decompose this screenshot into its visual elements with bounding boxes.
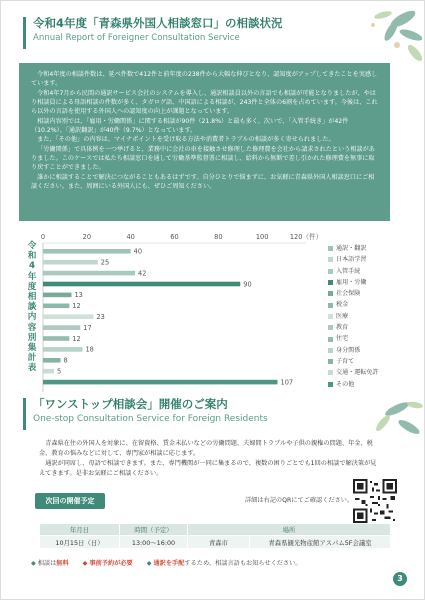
x-tick-label: 0 — [40, 233, 46, 241]
header-accent-bar — [23, 17, 26, 49]
bar-value-label: 23 — [96, 313, 105, 321]
legend-item — [328, 266, 379, 277]
legend-item — [328, 288, 379, 299]
schedule-header-place: 場所 — [188, 524, 391, 536]
schedule-table — [39, 523, 391, 549]
schedule-header-row — [40, 524, 391, 536]
x-tick-label: 60 — [170, 233, 179, 241]
legend-label: 身分関係 — [336, 346, 361, 354]
note-interpreter: ◆ 通訳を手配するため、相談言語もお知らせください。 — [146, 560, 302, 567]
report-paragraph: 令和4年度の相談件数は、延べ件数で412件と前年度の238件から大幅な伸びとなり、認知度がアップしてきたことを実感しています。 — [31, 71, 378, 88]
legend-item — [328, 299, 379, 310]
bar-0 — [43, 249, 131, 254]
legend-swatch — [328, 246, 333, 251]
legend-label: 税金 — [336, 301, 349, 309]
legend-item — [328, 379, 379, 390]
page-number: 3 — [393, 572, 407, 586]
legend-label: 通訳・翻訳 — [336, 245, 367, 252]
bar-6 — [43, 314, 93, 319]
bar-9 — [43, 347, 82, 352]
bar-value-label: 40 — [133, 247, 143, 256]
note-free: ◆ 相談は無料 — [31, 560, 69, 567]
leaf-decoration-icon — [353, 5, 423, 69]
bar-7 — [43, 325, 80, 330]
bar-4 — [43, 293, 71, 298]
bar-value-label: 25 — [100, 258, 110, 267]
report-paragraph: また、「その他」の内容は、マイナポイントを受け取る方法や消費者トラブルの相談が多く寄せられました。 — [37, 136, 335, 144]
legend-item — [328, 322, 379, 333]
section2-subtitle: One-stop Consultation Service for Foreign Residents — [33, 414, 268, 424]
leaf-decoration-icon — [357, 393, 423, 445]
legend-item — [328, 311, 379, 322]
bar-value-label: 12 — [72, 302, 81, 311]
legend-label: その他 — [336, 380, 355, 388]
legend-swatch — [328, 291, 333, 296]
intro-paragraph: 青森県在住の外国人を対象に、在留資格、賃金未払いなどの労働問題、夫婦間トラブルや子供の親権の問題、年金、税金、教育の悩みなどに対して、専門家が相談に応じます。 — [39, 440, 373, 457]
legend-item — [328, 345, 379, 356]
chart-title-char: 年 — [27, 271, 37, 282]
report-summary — [19, 63, 390, 221]
bar-value-label: 17 — [83, 323, 92, 332]
legend-swatch — [328, 314, 333, 319]
legend-label: 住宅 — [336, 335, 349, 343]
consultation-notes — [31, 558, 302, 567]
legend-item — [328, 356, 379, 367]
schedule-time: 13:00～16:00 — [120, 536, 188, 549]
chart-title-char: 別 — [27, 332, 37, 343]
report-paragraph: 「労働関係」で具体例を一つ挙げると、業務中に会社の車を接触させ修理した修理費を会社から請求されたという相談がありました。このケースでは私たち相談窓口を通して労働基準監督署に相談し、給料から無断で差し引かれた修理費を無事に取り戻すことができました。 — [31, 145, 375, 172]
chart-title-char: 談 — [27, 302, 37, 313]
section1-subtitle: Annual Report of Foreigner Consultation Service — [33, 33, 240, 43]
bar-1 — [43, 260, 98, 265]
bar-8 — [43, 336, 69, 341]
legend-label: 社会保険 — [336, 290, 361, 298]
chart-title-char: 和 — [27, 251, 37, 262]
bar-value-label: 13 — [74, 291, 83, 300]
legend-label: 子育て — [336, 357, 355, 365]
legend-item — [328, 367, 379, 378]
legend-label: 医療 — [336, 312, 349, 320]
bar-value-label: 18 — [85, 345, 94, 354]
legend-label: 交通・運転免許 — [336, 369, 379, 377]
header-accent-bar — [23, 398, 26, 430]
legend-label: 日本語学習 — [336, 256, 367, 264]
x-tick-label: 20 — [82, 233, 92, 241]
schedule-header-time: 時間（予定） — [120, 524, 188, 536]
chart-title-char: 内 — [27, 312, 37, 323]
bar-10 — [43, 358, 61, 363]
chart-title-char: 度 — [27, 281, 37, 292]
chart-title-char: 令 — [27, 241, 37, 251]
section1-title: 令和4年度「青森県外国人相談窓口」の相談状況 — [33, 16, 283, 30]
bar-11 — [43, 369, 54, 374]
legend-item — [328, 243, 379, 254]
schedule-date: 10月15日（日） — [40, 536, 120, 549]
section2-title: 「ワンストップ相談会」開催のご案内 — [33, 397, 228, 411]
chart-title-char: 計 — [27, 353, 37, 364]
legend-swatch — [328, 269, 333, 274]
chart-title-char: 4 — [29, 261, 35, 272]
report-paragraph: 誰かに相談することで解決につながることもあるはずです。自分ひとりで悩まずに、お気軽に青森県外国人相談窓口にご相談ください。また、周囲にいる外国人にも、ぜひご周知ください。 — [31, 173, 375, 191]
x-tick-label: 80 — [214, 233, 223, 241]
legend-item — [328, 277, 379, 288]
x-tick-label: 40 — [126, 233, 135, 241]
report-paragraph: 令和4年7月から民間の通訳サービス会社のシステムを導入し、通訳相談員以外の言語でも相談が可能となりましたが、やはり相談員による母語相談の件数が多く、タガログ語、中国語による相談が、243件と全体の6割を占めています。今後は、これら以外の言語を使用する外国人への認知度の向上が課題となっています。 — [31, 89, 378, 116]
qr-note: 詳細は右記のQRにてご確認ください。 — [245, 497, 354, 504]
legend-swatch — [328, 325, 333, 330]
legend-swatch — [328, 382, 333, 387]
section2-intro — [39, 439, 379, 479]
schedule-city: 青森市 — [188, 536, 250, 549]
report-paragraph: 相談内容別では、「雇用・労働関係」に関する相談が90件（21.8%）と最も多く、次いで、「入管手続き」が42件（10.2%）、「通訳翻訳」が40件（9.7%）となっています。 — [31, 117, 349, 135]
legend-swatch — [328, 348, 333, 353]
bar-value-label: 42 — [138, 269, 147, 278]
bar-5 — [43, 304, 69, 309]
legend-swatch — [328, 280, 333, 285]
bar-value-label: 5 — [56, 367, 62, 376]
bar-2 — [43, 271, 135, 276]
next-schedule-label: 次回の開催予定 — [35, 493, 105, 509]
note-reservation: ◆ 事前予約が必要 — [82, 560, 133, 567]
qr-code-icon[interactable] — [353, 479, 397, 523]
legend-label: 雇用・労働 — [336, 278, 367, 286]
bar-12 — [43, 380, 278, 385]
bar-value-label: 8 — [63, 356, 68, 365]
bar-value-label: 90 — [243, 280, 252, 289]
schedule-header-date: 年月日 — [40, 524, 120, 536]
legend-swatch — [328, 370, 333, 375]
chart-title-char: 相 — [27, 292, 37, 303]
chart-title-char: 集 — [27, 343, 37, 354]
legend-swatch — [328, 257, 333, 262]
chart-title-char: 容 — [27, 322, 37, 333]
intro-paragraph: 通訳が同席し、母語で相談できます。また、専門機関が一同に集まるので、複数の困りごとでも1回の相談で解決策が見えてきます。是非お気軽にご相談ください。 — [39, 460, 377, 477]
legend-swatch — [328, 359, 333, 364]
legend-swatch — [328, 303, 333, 308]
schedule-venue: 青森県観光物産館アスパム5F会議室 — [250, 536, 391, 549]
bar-value-label: 12 — [72, 334, 81, 343]
chart-legend — [328, 243, 379, 390]
bar-value-label: 107 — [280, 378, 294, 387]
bar-3 — [43, 282, 240, 287]
schedule-row — [40, 536, 391, 549]
x-tick-label: 100 — [255, 233, 269, 241]
x-tick-label: 120（件） — [289, 233, 323, 241]
legend-label: 教育 — [336, 324, 349, 332]
legend-label: 入管手続 — [336, 267, 361, 275]
legend-item — [328, 333, 379, 344]
chart-title-char: 表 — [27, 363, 37, 374]
legend-item — [328, 254, 379, 265]
legend-swatch — [328, 337, 333, 342]
